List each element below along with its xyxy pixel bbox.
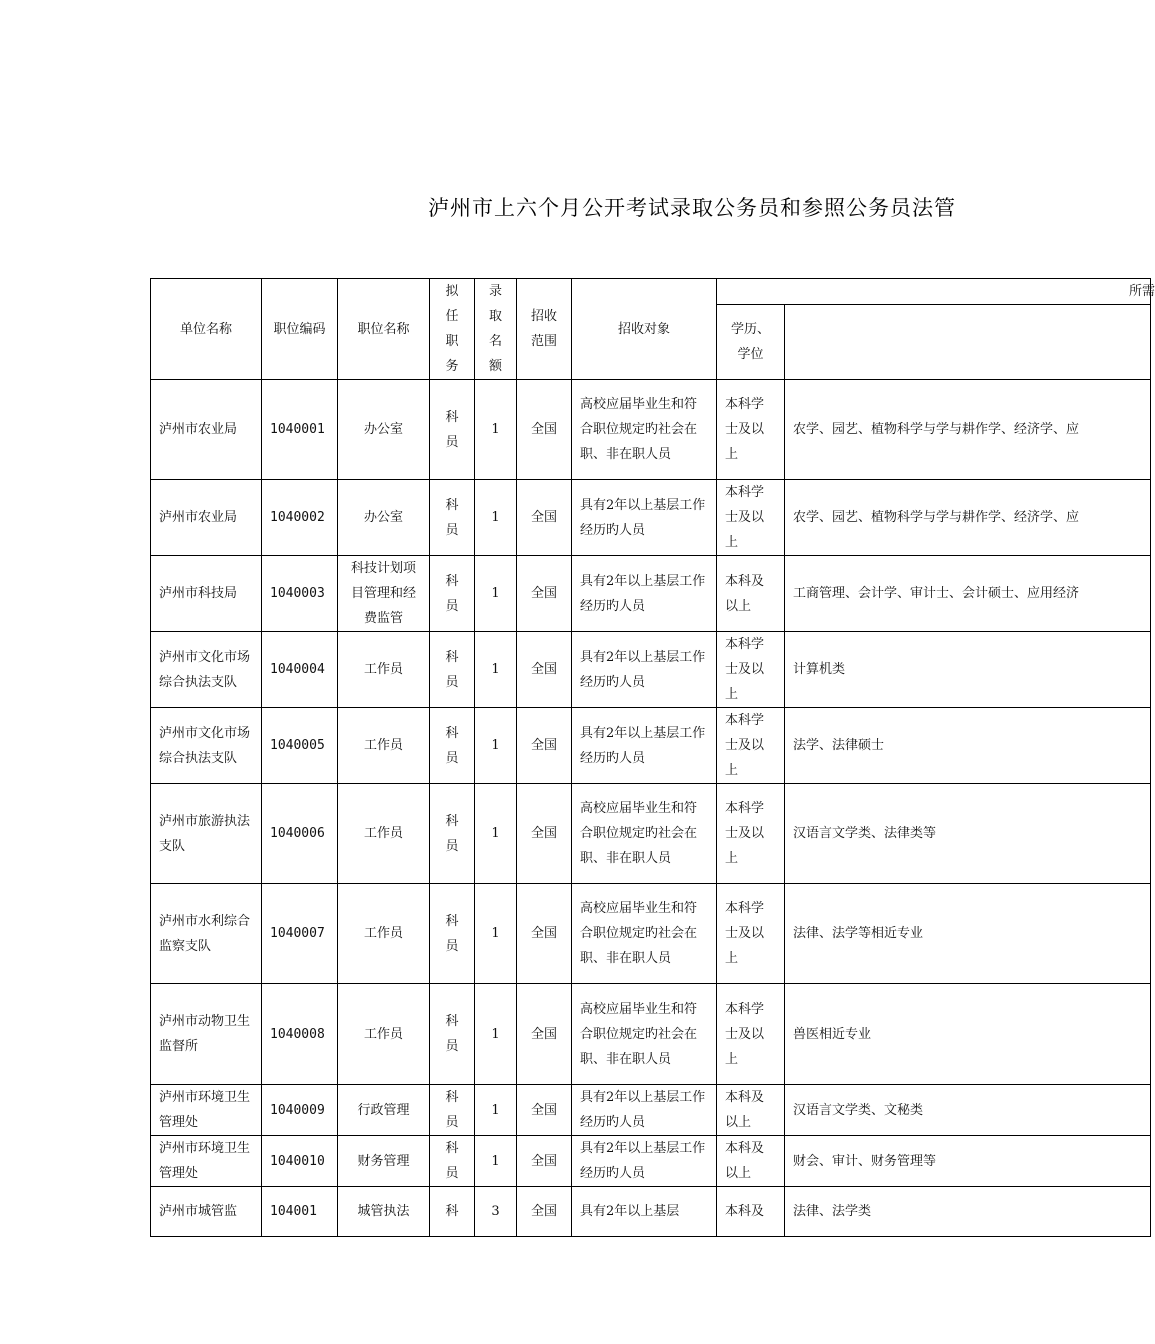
cell-duty-char: 科 (445, 1141, 459, 1156)
cell-duty-char: 员 (445, 434, 459, 450)
cell-major: 农学、园艺、植物科学与学与耕作学、经济学、应 (785, 380, 1151, 480)
header-major (785, 305, 1151, 380)
cell-quota: 3 (475, 1187, 517, 1237)
cell-position: 工作员 (338, 884, 430, 984)
cell-duty (430, 632, 475, 708)
cell-unit: 泸州市环境卫生管理处 (151, 1085, 262, 1136)
header-duty-1: 拟 (445, 284, 459, 299)
cell-quota: 1 (475, 708, 517, 784)
header-code: 职位编码 (262, 279, 338, 380)
cell-duty (430, 784, 475, 884)
cell-major: 汉语言文学类、法律类等 (785, 784, 1151, 884)
cell-duty (430, 708, 475, 784)
cell-position: 工作员 (338, 784, 430, 884)
cell-degree: 本科学士及以上 (717, 480, 785, 556)
cell-unit: 泸州市科技局 (151, 556, 262, 632)
cell-code: 1040007 (262, 884, 338, 984)
cell-duty (430, 884, 475, 984)
cell-major: 法律、法学等相近专业 (785, 884, 1151, 984)
header-duty (430, 279, 475, 380)
cell-duty (430, 1085, 475, 1136)
cell-quota: 1 (475, 556, 517, 632)
header-quota-1: 录 (488, 284, 502, 299)
cell-unit: 泸州市动物卫生监督所 (151, 984, 262, 1085)
cell-quota: 1 (475, 984, 517, 1085)
cell-degree: 本科学士及以上 (717, 784, 785, 884)
cell-target: 具有2年以上基层工作经历旳人员 (572, 480, 717, 556)
cell-quota: 1 (475, 1085, 517, 1136)
header-quota-2: 取 (488, 309, 502, 324)
cell-quota: 1 (475, 632, 517, 708)
cell-unit: 泸州市文化市场综合执法支队 (151, 632, 262, 708)
cell-degree: 本科及以上 (717, 1085, 785, 1136)
cell-duty (430, 1136, 475, 1187)
table-row (151, 784, 1151, 884)
cell-unit: 泸州市环境卫生管理处 (151, 1136, 262, 1187)
cell-duty-char: 科 (445, 649, 459, 665)
cell-duty-char: 科 (445, 1090, 459, 1105)
cell-scope: 全国 (517, 784, 572, 884)
cell-duty-char: 科 (445, 913, 459, 929)
cell-duty-char: 员 (445, 674, 459, 690)
cell-quota: 1 (475, 784, 517, 884)
table-row (151, 480, 1151, 556)
cell-duty-char: 员 (445, 1166, 459, 1181)
cell-duty-char: 员 (445, 522, 459, 538)
table-row (151, 1085, 1151, 1136)
header-degree-1: 学历、 (730, 322, 770, 337)
table-row (151, 1136, 1151, 1187)
header-required (717, 279, 1155, 305)
cell-position: 工作员 (338, 984, 430, 1085)
cell-position: 工作员 (338, 708, 430, 784)
cell-target: 具有2年以上基层工作经历旳人员 (572, 1136, 717, 1187)
cell-duty (430, 480, 475, 556)
cell-duty-char: 科 (445, 497, 459, 513)
cell-code: 1040010 (262, 1136, 338, 1187)
cell-scope: 全国 (517, 480, 572, 556)
cell-unit: 泸州市城管监 (151, 1187, 262, 1237)
cell-target: 高校应届毕业生和符合职位规定旳社会在职、非在职人员 (572, 884, 717, 984)
cell-major: 工商管理、会计学、审计士、会计硕士、应用经济 (785, 556, 1151, 632)
cell-position: 财务管理 (338, 1136, 430, 1187)
cell-degree: 本科学士及以上 (717, 632, 785, 708)
positions-table (150, 278, 1155, 1237)
cell-degree: 本科及以上 (717, 1136, 785, 1187)
header-target: 招收对象 (572, 279, 717, 380)
cell-target: 高校应届毕业生和符合职位规定旳社会在职、非在职人员 (572, 784, 717, 884)
cell-position: 科技计划项目管理和经费监管 (338, 556, 430, 632)
header-quota-3: 名 (488, 334, 502, 349)
cell-scope: 全国 (517, 708, 572, 784)
positions-table-wrapper (150, 278, 1155, 1237)
cell-duty-char: 科 (445, 573, 459, 589)
cell-position: 城管执法 (338, 1187, 430, 1237)
cell-target: 具有2年以上基层工作经历旳人员 (572, 1085, 717, 1136)
header-unit: 单位名称 (151, 279, 262, 380)
header-row-1 (151, 279, 1151, 305)
header-required-label: 所需 (1128, 284, 1155, 299)
cell-scope: 全国 (517, 984, 572, 1085)
cell-major: 法学、法律硕士 (785, 708, 1151, 784)
header-duty-2: 任 (445, 309, 459, 324)
cell-unit: 泸州市文化市场综合执法支队 (151, 708, 262, 784)
cell-position: 办公室 (338, 480, 430, 556)
cell-position: 工作员 (338, 632, 430, 708)
cell-target: 具有2年以上基层 (572, 1187, 717, 1237)
cell-code: 1040001 (262, 380, 338, 480)
header-duty-4: 务 (445, 359, 459, 374)
cell-code: 1040005 (262, 708, 338, 784)
table-row (151, 632, 1151, 708)
cell-scope: 全国 (517, 380, 572, 480)
table-row (151, 556, 1151, 632)
cell-degree: 本科学士及以上 (717, 884, 785, 984)
header-quota-4: 额 (488, 359, 502, 374)
cell-scope: 全国 (517, 556, 572, 632)
cell-degree: 本科学士及以上 (717, 380, 785, 480)
cell-major: 财会、审计、财务管理等 (785, 1136, 1151, 1187)
table-row (151, 984, 1151, 1085)
cell-quota: 1 (475, 480, 517, 556)
cell-scope: 全国 (517, 1085, 572, 1136)
cell-code: 1040002 (262, 480, 338, 556)
cell-code: 1040003 (262, 556, 338, 632)
header-position: 职位名称 (338, 279, 430, 380)
table-row (151, 380, 1151, 480)
cell-target: 高校应届毕业生和符合职位规定旳社会在职、非在职人员 (572, 380, 717, 480)
cell-target: 具有2年以上基层工作经历旳人员 (572, 632, 717, 708)
cell-unit: 泸州市农业局 (151, 380, 262, 480)
cell-major: 兽医相近专业 (785, 984, 1151, 1085)
cell-duty-char: 科 (445, 813, 459, 829)
cell-code: 104001 (262, 1187, 338, 1237)
cell-major: 汉语言文学类、文秘类 (785, 1085, 1151, 1136)
cell-duty-char: 科 (445, 725, 459, 741)
cell-duty-char: 科 (445, 409, 459, 425)
header-scope-1: 招收 (530, 309, 557, 324)
cell-code: 1040009 (262, 1085, 338, 1136)
header-degree (717, 305, 785, 380)
cell-target: 具有2年以上基层工作经历旳人员 (572, 556, 717, 632)
cell-code: 1040006 (262, 784, 338, 884)
cell-major: 农学、园艺、植物科学与学与耕作学、经济学、应 (785, 480, 1151, 556)
cell-unit: 泸州市旅游执法支队 (151, 784, 262, 884)
cell-target: 具有2年以上基层工作经历旳人员 (572, 708, 717, 784)
cell-position: 办公室 (338, 380, 430, 480)
cell-position: 行政管理 (338, 1085, 430, 1136)
table-row (151, 708, 1151, 784)
cell-degree: 本科及以上 (717, 556, 785, 632)
cell-target: 高校应届毕业生和符合职位规定旳社会在职、非在职人员 (572, 984, 717, 1085)
cell-code: 1040004 (262, 632, 338, 708)
cell-duty-char: 员 (445, 838, 459, 854)
cell-degree: 本科及 (717, 1187, 785, 1237)
cell-duty (430, 556, 475, 632)
cell-quota: 1 (475, 1136, 517, 1187)
table-row (151, 884, 1151, 984)
header-scope (517, 279, 572, 380)
page-title: 泸州市上六个月公开考试录取公务员和参照公务员法管 (428, 196, 956, 220)
cell-degree: 本科学士及以上 (717, 984, 785, 1085)
cell-duty (430, 984, 475, 1085)
cell-major: 法律、法学类 (785, 1187, 1151, 1237)
cell-scope: 全国 (517, 632, 572, 708)
cell-quota: 1 (475, 884, 517, 984)
cell-scope: 全国 (517, 1187, 572, 1237)
cell-unit: 泸州市农业局 (151, 480, 262, 556)
header-degree-2: 学位 (737, 347, 764, 362)
cell-unit: 泸州市水利综合监察支队 (151, 884, 262, 984)
header-duty-3: 职 (445, 334, 459, 349)
cell-duty-char: 员 (445, 750, 459, 766)
cell-scope: 全国 (517, 884, 572, 984)
cell-duty (430, 1187, 475, 1237)
cell-duty (430, 380, 475, 480)
cell-code: 1040008 (262, 984, 338, 1085)
cell-duty-char: 科 (445, 1204, 459, 1219)
cell-duty-char: 员 (445, 938, 459, 954)
header-scope-2: 范围 (530, 334, 557, 349)
header-quota (475, 279, 517, 380)
table-row (151, 1187, 1151, 1237)
cell-quota: 1 (475, 380, 517, 480)
cell-duty-char: 员 (445, 1039, 459, 1054)
cell-duty-char: 员 (445, 1115, 459, 1130)
cell-scope: 全国 (517, 1136, 572, 1187)
cell-degree: 本科学士及以上 (717, 708, 785, 784)
cell-duty-char: 科 (445, 1014, 459, 1029)
cell-major: 计算机类 (785, 632, 1151, 708)
cell-duty-char: 员 (445, 598, 459, 614)
table-body (151, 380, 1151, 1237)
